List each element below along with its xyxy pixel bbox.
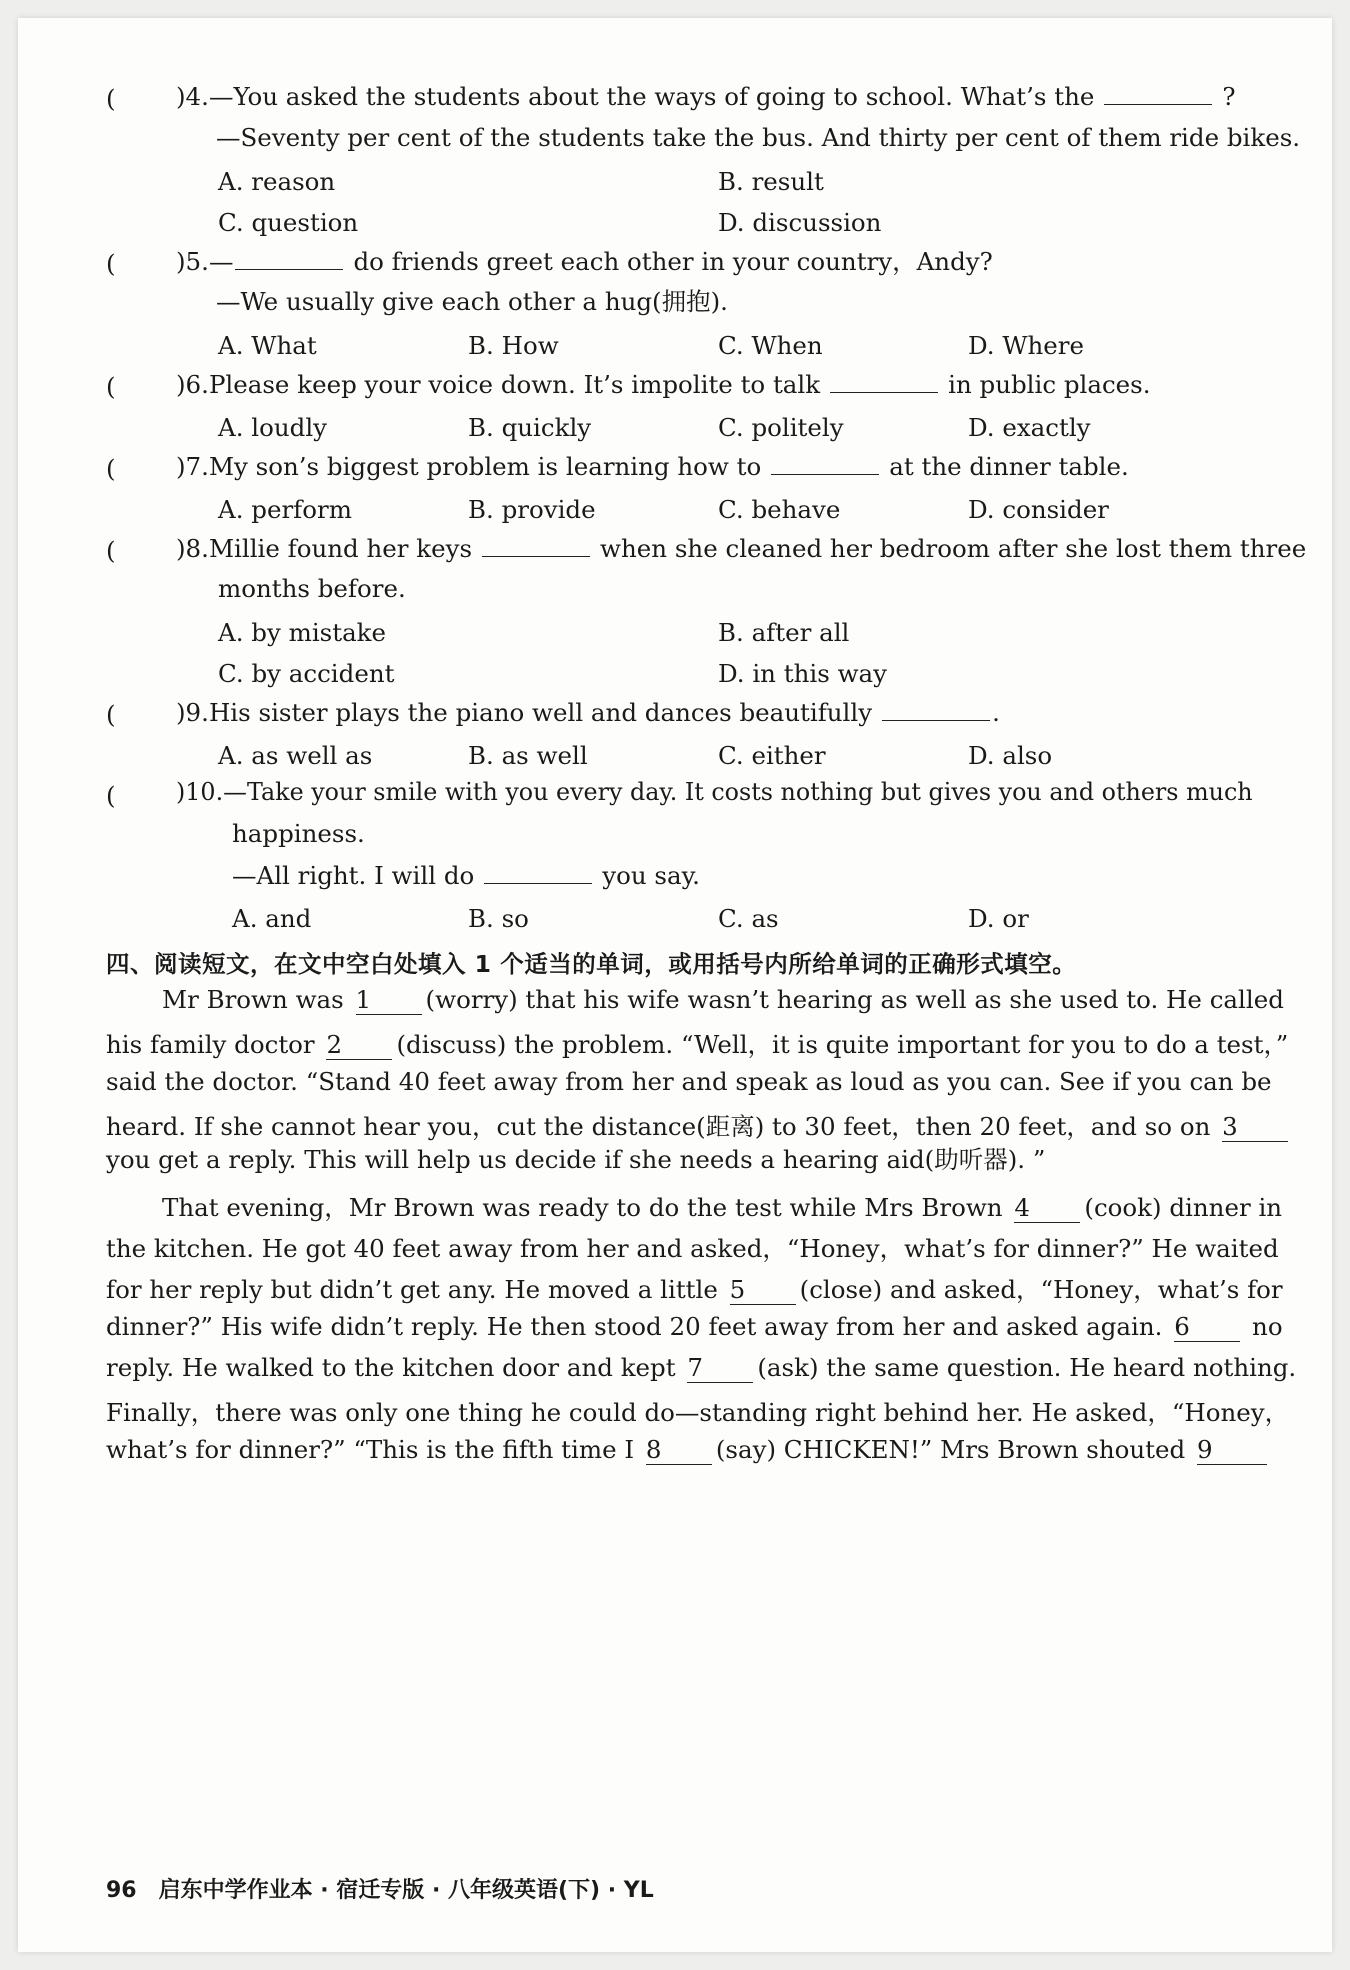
passage-line: the kitchen. He got 40 feet away from her and asked，“Honey，what’s for dinner?” He waited bbox=[106, 1234, 1279, 1263]
answer-paren: ( bbox=[106, 249, 116, 278]
q4-option-c: C. question bbox=[218, 208, 359, 237]
q5-option-c: C. When bbox=[718, 331, 823, 360]
q8-stem: )8.Millie found her keys when she cleaned her bedroom after she lost them three bbox=[176, 534, 1307, 563]
answer-paren: ( bbox=[106, 781, 116, 810]
q5-option-d: D. Where bbox=[968, 331, 1085, 360]
q8-option-d: D. in this way bbox=[718, 659, 887, 688]
q9-option-c: C. either bbox=[718, 741, 826, 770]
passage-line: Finally，there was only one thing he could do—standing right behind her. He asked，“Honey， bbox=[106, 1398, 1290, 1427]
passage-line: his family doctor 2 (discuss) the problem. “Well，it is quite important for you to do a test，” bbox=[106, 1030, 1289, 1059]
answer-paren: ( bbox=[106, 454, 116, 483]
q7-option-c: C. behave bbox=[718, 495, 841, 524]
q10-stem3: —All right. I will do you say. bbox=[232, 861, 700, 890]
q4-option-d: D. discussion bbox=[718, 208, 882, 237]
q7-option-d: D. consider bbox=[968, 495, 1109, 524]
q4-option-a: A. reason bbox=[218, 167, 336, 196]
q10-option-c: C. as bbox=[718, 904, 779, 933]
section-heading: 四、阅读短文，在文中空白处填入 1 个适当的单词，或用括号内所给单词的正确形式填空。 bbox=[106, 950, 1077, 978]
passage-line: dinner?” His wife didn’t reply. He then stood 20 feet away from her and asked again. 6 no bbox=[106, 1312, 1283, 1341]
answer-paren: ( bbox=[106, 700, 116, 729]
passage-line: heard. If she cannot hear you，cut the distance(距离) to 30 feet，then 20 feet，and so on 3 bbox=[106, 1108, 1254, 1143]
passage-line: That evening，Mr Brown was ready to do the test while Mrs Brown 4 (cook) dinner in bbox=[162, 1193, 1283, 1222]
q9-option-d: D. also bbox=[968, 741, 1053, 770]
q4-stem: )4.—You asked the students about the ways of going to school. What’s the ? bbox=[176, 82, 1236, 111]
q5-stem: )5.— do friends greet each other in your country，Andy? bbox=[176, 247, 993, 276]
passage-line: reply. He walked to the kitchen door and kept 7 (ask) the same question. He heard nothing. bbox=[106, 1353, 1297, 1382]
q9-option-a: A. as well as bbox=[218, 741, 373, 770]
q6-stem: )6.Please keep your voice down. It’s impolite to talk in public places. bbox=[176, 370, 1151, 399]
q9-option-b: B. as well bbox=[468, 741, 588, 770]
q5-stem2: —We usually give each other a hug(拥抱). bbox=[216, 287, 728, 316]
q10-option-b: B. so bbox=[468, 904, 529, 933]
q7-option-a: A. perform bbox=[218, 495, 352, 524]
q6-option-c: C. politely bbox=[718, 413, 844, 442]
q4-option-b: B. result bbox=[718, 167, 824, 196]
q7-stem: )7.My son’s biggest problem is learning how to at the dinner table. bbox=[176, 452, 1129, 481]
q10-option-a: A. and bbox=[232, 904, 312, 933]
q8-option-a: A. by mistake bbox=[218, 618, 387, 647]
q8-option-b: B. after all bbox=[718, 618, 850, 647]
q10-option-d: D. or bbox=[968, 904, 1029, 933]
answer-paren: ( bbox=[106, 84, 116, 113]
passage-line: Mr Brown was 1 (worry) that his wife wasn’t hearing as well as she used to. He called bbox=[162, 985, 1284, 1014]
q5-option-a: A. What bbox=[218, 331, 317, 360]
q6-option-d: D. exactly bbox=[968, 413, 1091, 442]
q8-stem2: months before. bbox=[218, 574, 406, 603]
passage-line: for her reply but didn’t get any. He moved a little 5 (close) and asked，“Honey，what’s for bbox=[106, 1275, 1283, 1304]
q8-option-c: C. by accident bbox=[218, 659, 395, 688]
page-footer bbox=[106, 1873, 654, 1904]
answer-paren: ( bbox=[106, 536, 116, 565]
q9-stem: )9.His sister plays the piano well and dances beautifully . bbox=[176, 698, 1000, 727]
q10-stem2: happiness. bbox=[232, 819, 365, 848]
passage-line: what’s for dinner?” “This is the fifth time I 8 (say) CHICKEN!” Mrs Brown shouted 9 bbox=[106, 1435, 1254, 1465]
q6-option-b: B. quickly bbox=[468, 413, 592, 442]
q4-stem2: —Seventy per cent of the students take the bus. And thirty per cent of them ride bikes. bbox=[216, 123, 1301, 152]
answer-paren: ( bbox=[106, 372, 116, 401]
q5-option-b: B. How bbox=[468, 331, 559, 360]
q7-option-b: B. provide bbox=[468, 495, 596, 524]
passage-line: said the doctor. “Stand 40 feet away from her and speak as loud as you can. See if you can be bbox=[106, 1067, 1272, 1096]
page-number: 96 bbox=[106, 1878, 137, 1903]
q10-stem: )10.—Take your smile with you every day. It costs nothing but gives you and others much bbox=[176, 778, 1253, 806]
book-title: 启东中学作业本 · 宿迁专版 · 八年级英语(下) · YL bbox=[158, 1878, 654, 1903]
passage-line: you get a reply. This will help us decide if she needs a hearing aid(助听器). ” bbox=[106, 1145, 1046, 1174]
q6-option-a: A. loudly bbox=[218, 413, 327, 442]
